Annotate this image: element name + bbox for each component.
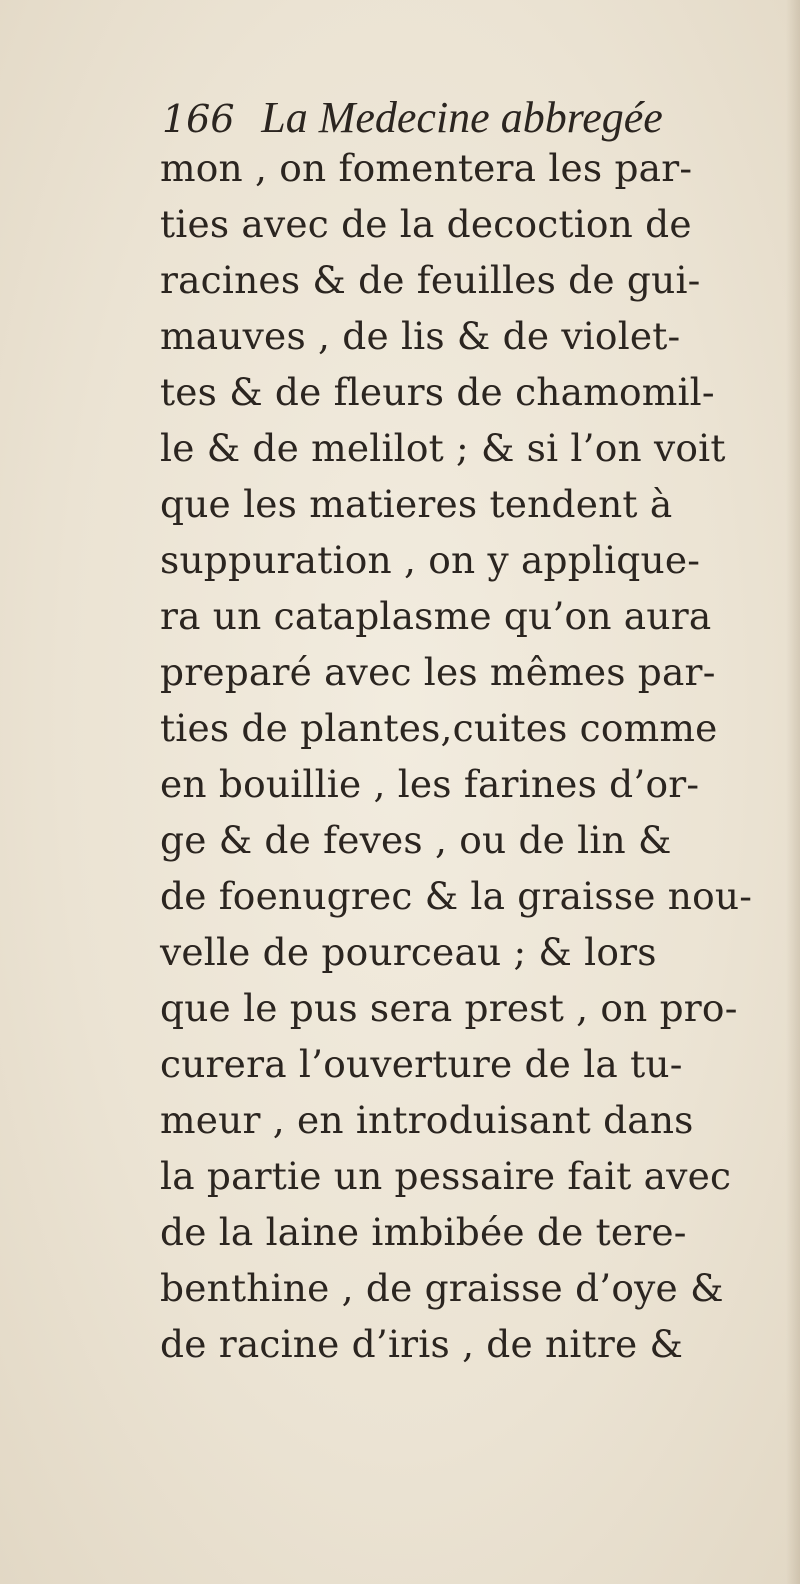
text-line: mauves , de lis & de violet- — [160, 314, 681, 358]
text-line: velle de pourceau ; & lors — [160, 930, 657, 974]
text-line: ra un cataplasme qu’on aura — [160, 594, 712, 638]
running-header — [162, 92, 663, 144]
text-line: mon , on fomentera les par- — [160, 146, 693, 190]
text-line: que le pus sera prest , on pro- — [160, 986, 738, 1030]
text-line: que les matieres tendent à — [160, 482, 673, 526]
text-line: ge & de feves , ou de lin & — [160, 818, 672, 862]
text-line: tes & de fleurs de chamomil- — [160, 370, 715, 414]
text-line: ties de plantes,cuites comme — [160, 706, 718, 750]
text-line: preparé avec les mêmes par- — [160, 650, 716, 694]
text-line: curera l’ouverture de la tu- — [160, 1042, 683, 1086]
running-title: La Medecine abbregée — [261, 93, 663, 142]
text-line: de racine d’iris , de nitre & — [160, 1322, 684, 1366]
text-line: de la laine imbibée de tere- — [160, 1210, 687, 1254]
text-line: racines & de feuilles de gui- — [160, 258, 701, 302]
body-text — [160, 140, 775, 1372]
text-line: benthine , de graisse d’oye & — [160, 1266, 724, 1310]
text-line: le & de melilot ; & si l’on voit — [160, 426, 726, 470]
text-line: en bouillie , les farines d’or- — [160, 762, 700, 806]
page-number: 166 — [162, 97, 235, 141]
text-line: meur , en introduisant dans — [160, 1098, 694, 1142]
text-line: la partie un pessaire fait avec — [160, 1154, 732, 1198]
text-line: de foenugrec & la graisse nou- — [160, 874, 753, 918]
text-line: ties avec de la decoction de — [160, 202, 692, 246]
text-line: suppuration , on y applique- — [160, 538, 701, 582]
